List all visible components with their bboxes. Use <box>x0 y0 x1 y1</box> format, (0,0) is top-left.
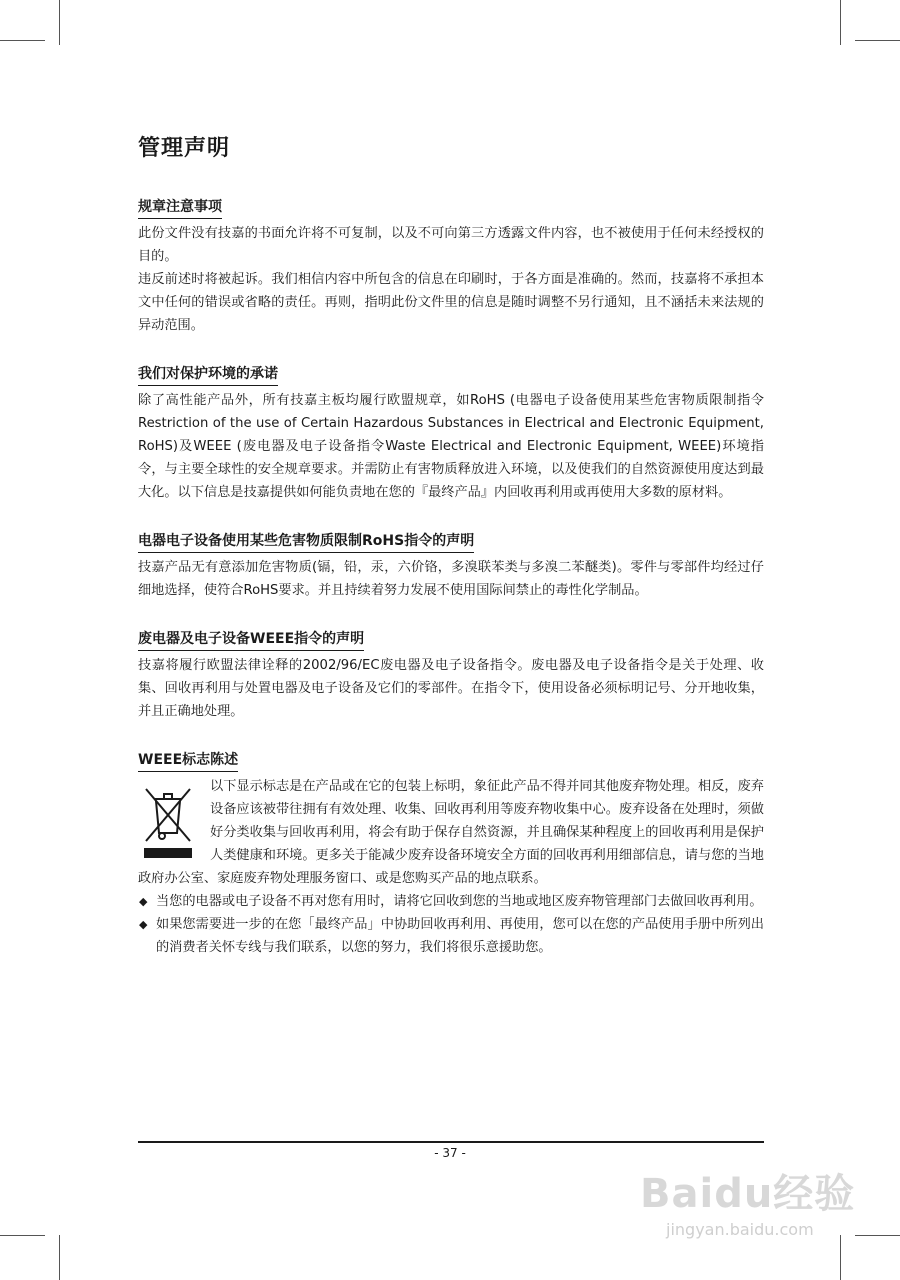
section-heading: 废电器及电子设备WEEE指令的声明 <box>138 629 364 651</box>
page-number: - 37 - <box>434 1146 466 1160</box>
list-item: ◆ 当您的电器或电子设备不再对您有用时，请将它回收到您的当地或地区废弃物管理部门去做回收再利用。 <box>138 890 764 913</box>
crop-mark <box>0 1235 45 1236</box>
list-item: ◆ 如果您需要进一步的在您「最终产品」中协助回收再利用、再使用，您可以在您的产品使用手册中所列出的消费者关怀专线与我们联系，以您的努力，我们将很乐意援助您。 <box>138 913 764 959</box>
section-weee-mark <box>138 749 764 959</box>
bullet-list <box>138 890 764 959</box>
section-heading: 电器电子设备使用某些危害物质限制RoHS指令的声明 <box>138 531 474 553</box>
section-heading: 我们对保护环境的承诺 <box>138 364 278 386</box>
paragraph: 技嘉将履行欧盟法律诠释的2002/96/EC废电器及电子设备指令。废电器及电子设备指令是关于处理、收集、回收再利用与处置电器及电子设备及它们的零部件。在指令下，使用设备必须标明记号、分开地收集，并且正确地处理。 <box>138 658 764 719</box>
section-environment <box>138 363 764 504</box>
watermark-url: jingyan.baidu.com <box>666 1220 814 1239</box>
paragraph: 以下显示标志是在产品或在它的包装上标明，象征此产品不得并同其他废弃物处理。相反，废弃设备应该被带往拥有有效处理、收集、回收再利用等废弃物收集中心。废弃设备在处理时，须做好分类收集与回收再利用，将会有助于保存自然资源，并且确保某种程度上的回收再利用是保护人类健康和环境。更多关于能减少废弃设备环境安全方面的回收再利用细部信息，请与您的当地政府办公室、家庭废弃物处理服务窗口、或是您购买产品的地点联系。 <box>138 779 764 886</box>
crop-mark <box>59 1235 60 1280</box>
paragraph: 技嘉产品无有意添加危害物质(镉，铅，汞，六价铬，多溴联苯类与多溴二苯醚类)。零件与零部件均经过仔细地选择，使符合RoHS要求。并且持续着努力发展不使用国际间禁止的毒性化学制品。 <box>138 560 764 598</box>
paragraph: 此份文件没有技嘉的书面允许将不可复制，以及不可向第三方透露文件内容，也不被使用于任何未经授权的目的。 <box>138 226 764 264</box>
crossed-out-wheelie-bin-icon <box>138 781 198 861</box>
section-heading: 规章注意事项 <box>138 197 222 219</box>
crop-mark <box>0 40 45 41</box>
crop-mark <box>59 0 60 45</box>
paragraph: 违反前述时将被起诉。我们相信内容中所包含的信息在印刷时，于各方面是准确的。然而，技嘉将不承担本文中任何的错误或省略的责任。再则，指明此份文件里的信息是随时调整不另行通知，且不涵括未来法规的异动范围。 <box>138 272 764 333</box>
section-regulation <box>138 196 764 337</box>
crop-mark <box>855 40 900 41</box>
document-body <box>138 132 764 959</box>
watermark-logo-text: Baidu经验 <box>640 1171 856 1217</box>
diamond-bullet-icon: ◆ <box>139 895 148 908</box>
crop-mark <box>840 0 841 45</box>
section-heading: WEEE标志陈述 <box>138 750 238 772</box>
diamond-bullet-icon: ◆ <box>139 918 148 931</box>
watermark <box>640 1150 870 1260</box>
section-rohs <box>138 530 764 602</box>
section-weee-directive <box>138 628 764 723</box>
paragraph: 除了高性能产品外，所有技嘉主板均履行欧盟规章，如RoHS (电器电子设备使用某些危害物质限制指令 Restriction of the use of Certain Hazardous Substances in Electrical and Electronic Equipment, RoHS)及WEEE (废电器及电子设备指令Waste Electrical and Electronic Equipment, WEEE)环境指令，与主要全球性的安全规章要求。并需防止有害物质释放进入环境，以及使我们的自然资源使用度达到最大化。以下信息是技嘉提供如何能负责地在您的『最终产品』内回收再利用或再使用大多数的原材料。 <box>138 393 764 500</box>
page-title: 管理声明 <box>138 136 231 161</box>
footer-rule <box>138 1141 764 1143</box>
